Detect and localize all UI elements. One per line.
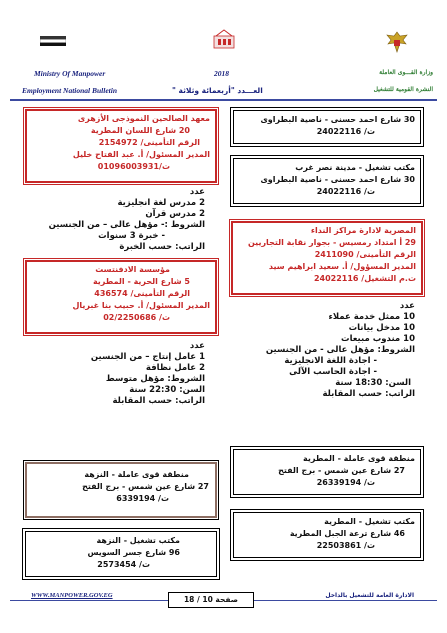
company-box-call-center: المصرية لادارة مراكز النداء 29 أ امتداد رمسيس - بجوار نقابة التجاريين الرقم التأمينى/ 2411090 المدير المسؤول/ أ. سعيد ابراهيم سيد ت.م التشغيل/ 24022116 — [231, 221, 423, 295]
address-box: 30 شارع احمد حسنى - ناصية البطراوى ت/ 24022116 — [233, 110, 421, 144]
ministry-ar: وزارة القـــوى العاملة — [379, 69, 433, 76]
job-listing-call-center: عدد 10 ممثل خدمة عملاء 10 مدخل بيانات 10 مندوب مبيعات الشروط: مؤهل عالى - من الجنسين - اجادة اللغة الانجليزية - اجادة الحاسب الآلى السن: 18:30 سنة الراتب: حسب المقابلة — [265, 301, 415, 399]
company-box-institute: معهد الصالحين النموذجى الأزهرى 20 شارع اللسان المطرية الرقم التأمينى/ 2154972 المدير المسئول/ أ. عبد الفتاح خليل ت/01096003931 — [25, 109, 217, 183]
header-rule — [10, 99, 437, 101]
job-listing-institute: عدد 2 مدرس لغة انجليزية 2 مدرس قرآن الشروط :- مؤهل عالى – من الجنسين - خبرة 3 سنوات الراتب: حسب الخبرة — [48, 187, 205, 252]
department-name: الادارة العامة للتشغيل بالداخل — [322, 592, 417, 599]
bulletin-ar: النشرة القومية للتشغيل — [373, 86, 433, 93]
employment-office-box: مكتب تشغيل - مدينة نصر غرب 30 شارع احمد حسنى - ناصية البطراوى ت/ 24022116 — [233, 158, 421, 204]
company-box-adventist: مؤسسة الادفنتست 5 شارع الحرية - المطرية الرقم التأمينى/ 436574 المدير المسئول/ أ. حبيب بنا غبريال ت/ 02/2250686 — [25, 260, 217, 334]
page-number: صفحة 10 / 18 — [168, 592, 254, 608]
manpower-zone-nozha-box: منطقة قوى عاملة - النزهة 27 شارع عين شمس - برج الفتح ت/ 6339194 — [25, 462, 217, 518]
employment-office-nozha-box: مكتب تشغيل - النزهة 96 شارع جسر السويس ت/ 2573454 — [25, 531, 217, 577]
bulletin-logo-icon — [212, 28, 236, 50]
job-listing-adventist: عدد 1 عامل إنتاج – من الجنسين 2 عامل نظافة الشروط: مؤهل متوسط السن: 22:30 سنة الراتب: حسب المقابلة — [90, 341, 205, 406]
website-link[interactable]: WWW.MANPOWER.GOV.EG — [28, 592, 116, 599]
manpower-zone-box: منطقة قوى عاملة - المطرية 27 شارع عين شمس - برج الفتح ت/ 26339194 — [233, 449, 421, 495]
ministry-en: Ministry Of Manpower — [34, 69, 106, 78]
eagle-emblem-icon — [384, 30, 410, 54]
year: 2018 — [214, 69, 229, 78]
page-footer — [10, 589, 437, 611]
issue-number: العـــدد "أربعمائة وثلاثة " — [172, 86, 263, 95]
flag-icon — [40, 36, 66, 46]
bulletin-en: Employment National Bulletin — [22, 86, 118, 95]
employment-office-matareya-box: مكتب تشغيل - المطرية 46 شارع ترعة الجبل المطرية ت/ 22503861 — [233, 512, 421, 558]
